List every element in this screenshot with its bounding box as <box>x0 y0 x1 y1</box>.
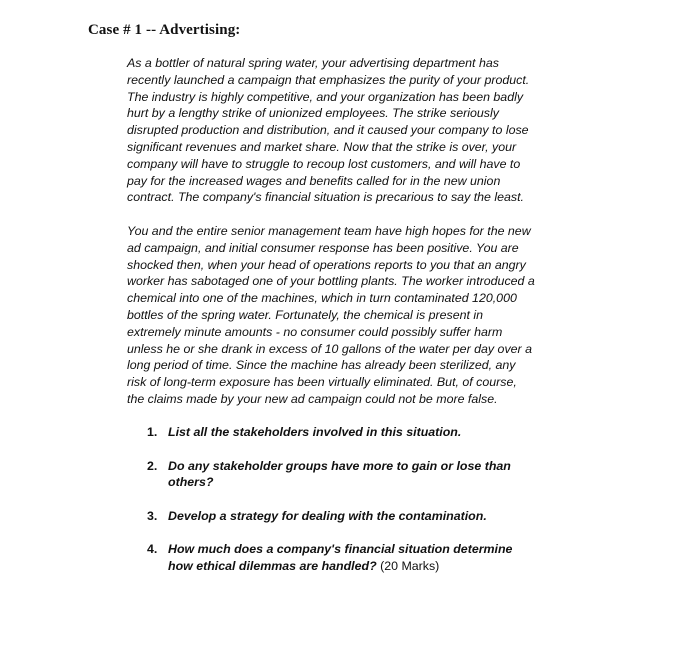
paragraph-line: significant revenues and market share. Now that the strike is over, your <box>127 139 517 154</box>
question-line: Do any stakeholder groups have more to gain or lose than <box>168 458 511 473</box>
question-number: 3. <box>147 508 158 523</box>
question-number: 4. <box>147 542 158 556</box>
paragraph-line: hurt by a lengthy strike of unionized employees. The strike seriously <box>127 106 499 121</box>
paragraph-line: the claims made by your new ad campaign could not be more false. <box>127 391 498 406</box>
paragraph-line: risk of long-term exposure has been virtually eliminated. But, of course, <box>127 375 517 390</box>
paragraph-2 <box>127 223 577 408</box>
paragraph-line: extremely minute amounts - no consumer could possibly suffer harm <box>127 324 503 339</box>
paragraph-line: disrupted production and distribution, and it caused your company to lose <box>127 123 529 138</box>
paragraph-line: recently launched a campaign that emphasizes the purity of your product. <box>127 72 530 87</box>
paragraph-line: unless he or she drank in excess of 10 gallons of the water per day over a <box>127 341 532 356</box>
question-text <box>168 508 567 525</box>
paragraph-line: ad campaign, and initial consumer response has been positive. You are <box>127 240 519 255</box>
question-text <box>168 424 567 441</box>
paragraph-line: long period of time. Since the machine has already been sterilized, any <box>127 358 516 373</box>
case-title: Case # 1 -- Advertising: <box>88 22 241 38</box>
paragraph-line: pay for the increased wages and benefits called for in the new union <box>127 173 501 188</box>
paragraph-1 <box>127 55 577 206</box>
question-item <box>147 424 567 441</box>
question-line: How much does a company's financial situation determine <box>168 542 513 556</box>
paragraph-line: worker has sabotaged one of your bottling plants. The worker introduced a <box>127 274 535 289</box>
paragraph-line: company will have to struggle to recoup lost customers, and will have to <box>127 156 521 171</box>
question-line <box>168 558 567 575</box>
question-line-text: how ethical dilemmas are handled? <box>168 558 377 573</box>
question-number: 1. <box>147 425 158 439</box>
question-number: 2. <box>147 458 158 473</box>
question-text <box>168 541 567 574</box>
question-item <box>147 508 567 525</box>
paragraph-line: contract. The company's financial situation is precarious to say the least. <box>127 190 524 205</box>
question-item <box>147 458 567 491</box>
paragraph-line: You and the entire senior management team have high hopes for the new <box>127 224 531 238</box>
paragraph-line: The industry is highly competitive, and your organization has been badly <box>127 89 524 104</box>
question-line: List all the stakeholders involved in this situation. <box>168 425 462 439</box>
paragraph-line: chemical into one of the machines, which in turn contaminated 120,000 <box>127 291 517 306</box>
marks-label: (20 Marks) <box>380 558 440 573</box>
question-line: Develop a strategy for dealing with the contamination. <box>168 508 487 523</box>
question-text <box>168 458 567 491</box>
question-list <box>147 424 567 591</box>
question-item <box>147 541 567 574</box>
paragraph-line: shocked then, when your head of operations reports to you that an angry <box>127 257 526 272</box>
question-line: others? <box>168 475 214 489</box>
paragraph-line: As a bottler of natural spring water, your advertising department has <box>127 56 499 70</box>
paragraph-line: bottles of the spring water. Fortunately, the chemical is present in <box>127 307 484 322</box>
